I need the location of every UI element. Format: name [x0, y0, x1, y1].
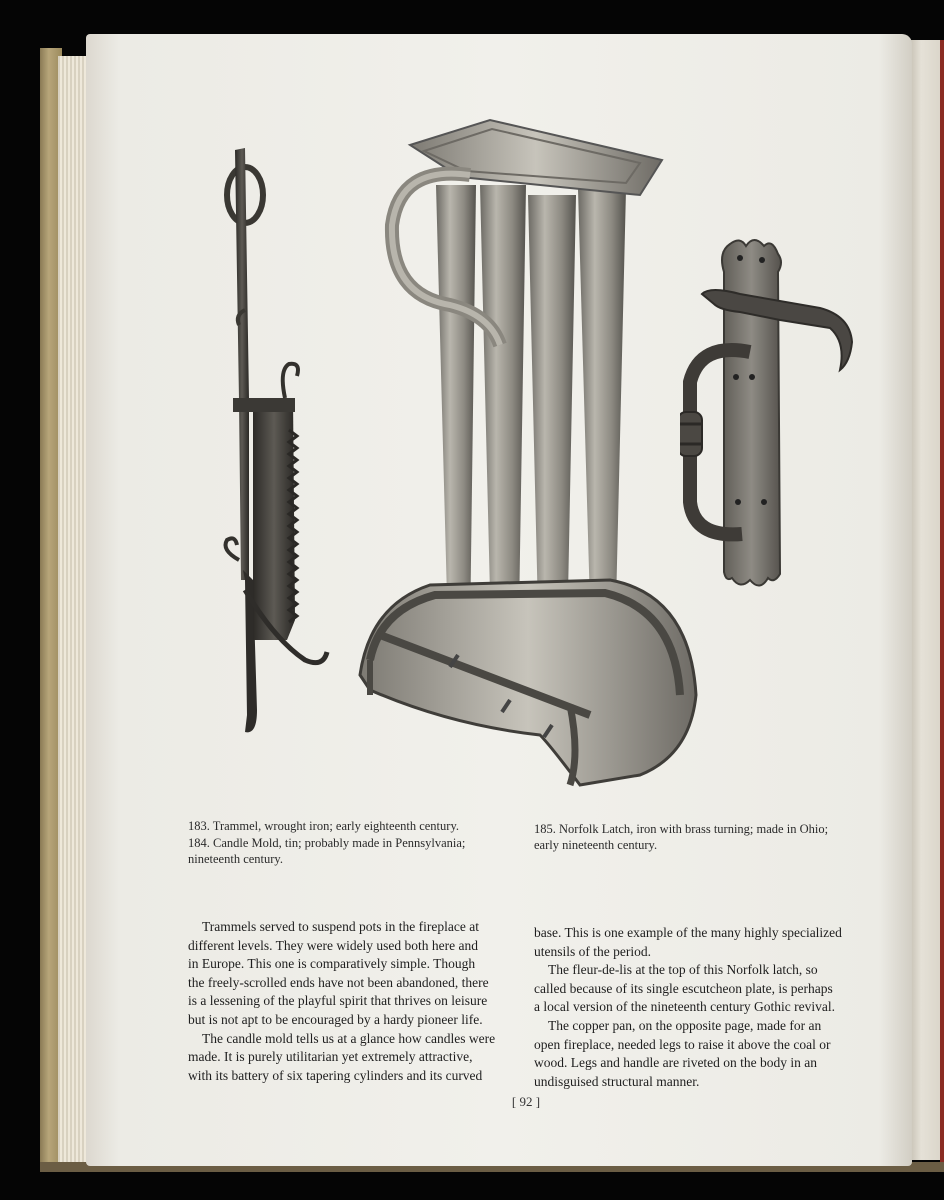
page-number: [ 92 ]: [511, 1094, 541, 1109]
text-line: in Europe. This one is comparatively simple. Though: [188, 956, 476, 972]
norfolk-latch-illustration: [680, 232, 860, 597]
caption-185-line2: early nineteenth century.: [534, 838, 658, 852]
text-line: with its battery of six tapering cylinders and its curved: [188, 1067, 483, 1083]
body-text-left-column: [188, 918, 512, 1085]
text-line: Trammels served to suspend pots in the fireplace at: [202, 919, 479, 934]
text-line: The candle mold tells us at a glance how candles were: [202, 1030, 496, 1046]
text-line: utensils of the period.: [534, 943, 651, 959]
caption-183: 183. Trammel, wrought iron; early eighteenth century.: [188, 819, 460, 833]
text-line: The fleur-de-lis at the top of this Norfolk latch, so: [548, 962, 818, 978]
text-line: is a lessening of the playful spirit that thrives on leisure: [188, 993, 488, 1009]
trammel-illustration: [205, 140, 335, 740]
cover-red-edge: [940, 40, 944, 1164]
caption-184-line1: 184. Candle Mold, tin; probably made in Pennsylvania;: [188, 836, 466, 850]
text-line: the freely-scrolled ends have not been abandoned, there: [188, 974, 489, 990]
caption-185-line1: 185. Norfolk Latch, iron with brass turning; made in Ohio;: [534, 822, 829, 836]
text-line: a local version of the nineteenth century Gothic revival.: [534, 999, 836, 1015]
text-line: made. It is purely utilitarian yet extremely attractive,: [188, 1049, 473, 1065]
text-line: wood. Legs and handle are riveted on the body in an: [534, 1055, 818, 1071]
text-line: base. This is one example of the many highly specialized: [534, 925, 842, 940]
text-line: undisguised structural manner.: [534, 1073, 700, 1089]
text-line: open fireplace, needed legs to raise it above the coal or: [534, 1036, 831, 1052]
text-line: called because of its single escutcheon plate, is perhaps: [534, 980, 833, 996]
text-line: but is not apt to be encouraged by a hardy pioneer life.: [188, 1011, 483, 1027]
candle-mold-illustration: [340, 115, 710, 795]
text-line: The copper pan, on the opposite page, made for an: [548, 1017, 822, 1033]
text-line: different levels. They were widely used both here and: [188, 937, 479, 953]
body-text-right-column: [534, 924, 864, 1091]
caption-184-line2: nineteenth century.: [188, 852, 283, 866]
